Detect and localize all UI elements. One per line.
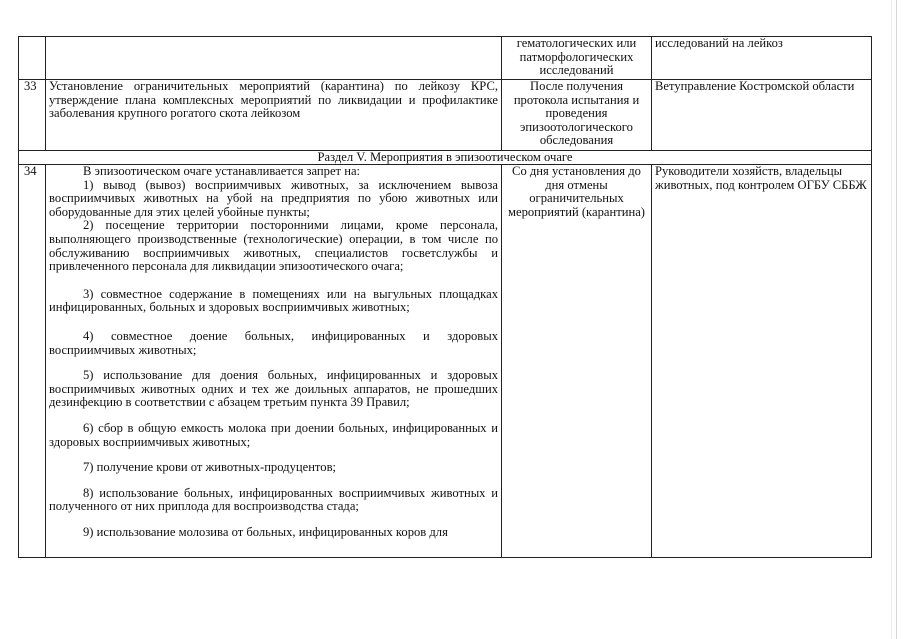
cell-number <box>19 37 46 80</box>
cell-measure: Установление ограничительных мероприятий (карантина) по лейкозу КРС, утверждение плана комплексных мероприятий по ликвидации и профилактике заболевания крупного рогатого скота лейкозом <box>46 80 502 151</box>
cell-responsible: Руководители хозяйств, владельцы животных, под контролем ОГБУ СББЖ <box>652 165 872 558</box>
list-item: 4) совместное доение больных, инфицированных и здоровых восприимчивых животных; <box>49 328 498 357</box>
cell-measure <box>46 165 502 558</box>
cell-term: Со дня установления до дня отмены ограничительных мероприятий (карантина) <box>502 165 652 558</box>
list-item: 2) посещение территории посторонними лицами, кроме персонала, выполняющего производственные (технологические) операции, в том числе по обслуживанию восприимчивых животных, специалистов госветслужбы и привлеченного персонала для ликвидации эпизоотического очага; <box>49 218 498 274</box>
cell-number: 33 <box>19 80 46 151</box>
list-item: 5) использование для доения больных, инфицированных и здоровых восприимчивых животных одних и тех же доильных аппаратов, не прошедших дезинфекцию в соответствии с абзацем третьим пункта 39 Правил; <box>49 368 498 410</box>
table-row-continued <box>19 37 872 80</box>
intro-text: В эпизоотическом очаге устанавливается запрет на: <box>83 164 361 178</box>
cell-number: 34 <box>19 165 46 558</box>
cell-responsible: исследований на лейкоз <box>652 37 872 80</box>
list-item: 3) совместное содержание в помещениях или на выгульных площадках инфицированных, больных и здоровых восприимчивых животных; <box>49 286 498 315</box>
list-item: 9) использование молозива от больных, инфицированных коров для <box>83 524 448 539</box>
cell-responsible: Ветуправление Костромской области <box>652 80 872 151</box>
list-item: 8) использование больных, инфицированных восприимчивых животных и полученного от них приплода для воспроизводства стада; <box>49 485 498 514</box>
section-header-row <box>19 151 872 165</box>
table-row-34 <box>19 165 872 558</box>
scan-edge-line-2 <box>891 0 892 639</box>
cell-term: гематологических или патморфологических исследований <box>502 37 652 80</box>
list-item: 6) сбор в общую емкость молока при доении больных, инфицированных и здоровых восприимчивых животных; <box>49 420 498 449</box>
list-item: 7) получение крови от животных-продуцентов; <box>83 460 337 475</box>
section-title: Раздел V. Мероприятия в эпизоотическом очаге <box>19 151 872 165</box>
measures-table <box>18 36 872 558</box>
table-row-33 <box>19 80 872 151</box>
list-item: 1) вывод (вывоз) восприимчивых животных, за исключением вывоза восприимчивых животных на убой на предприятия по убою животных или оборудованные для этих целей убойные пункты; <box>49 177 498 219</box>
cell-term: После получения протокола испытания и проведения эпизоотологического обследования <box>502 80 652 151</box>
scan-edge-line <box>896 0 897 639</box>
cell-measure <box>46 37 502 80</box>
